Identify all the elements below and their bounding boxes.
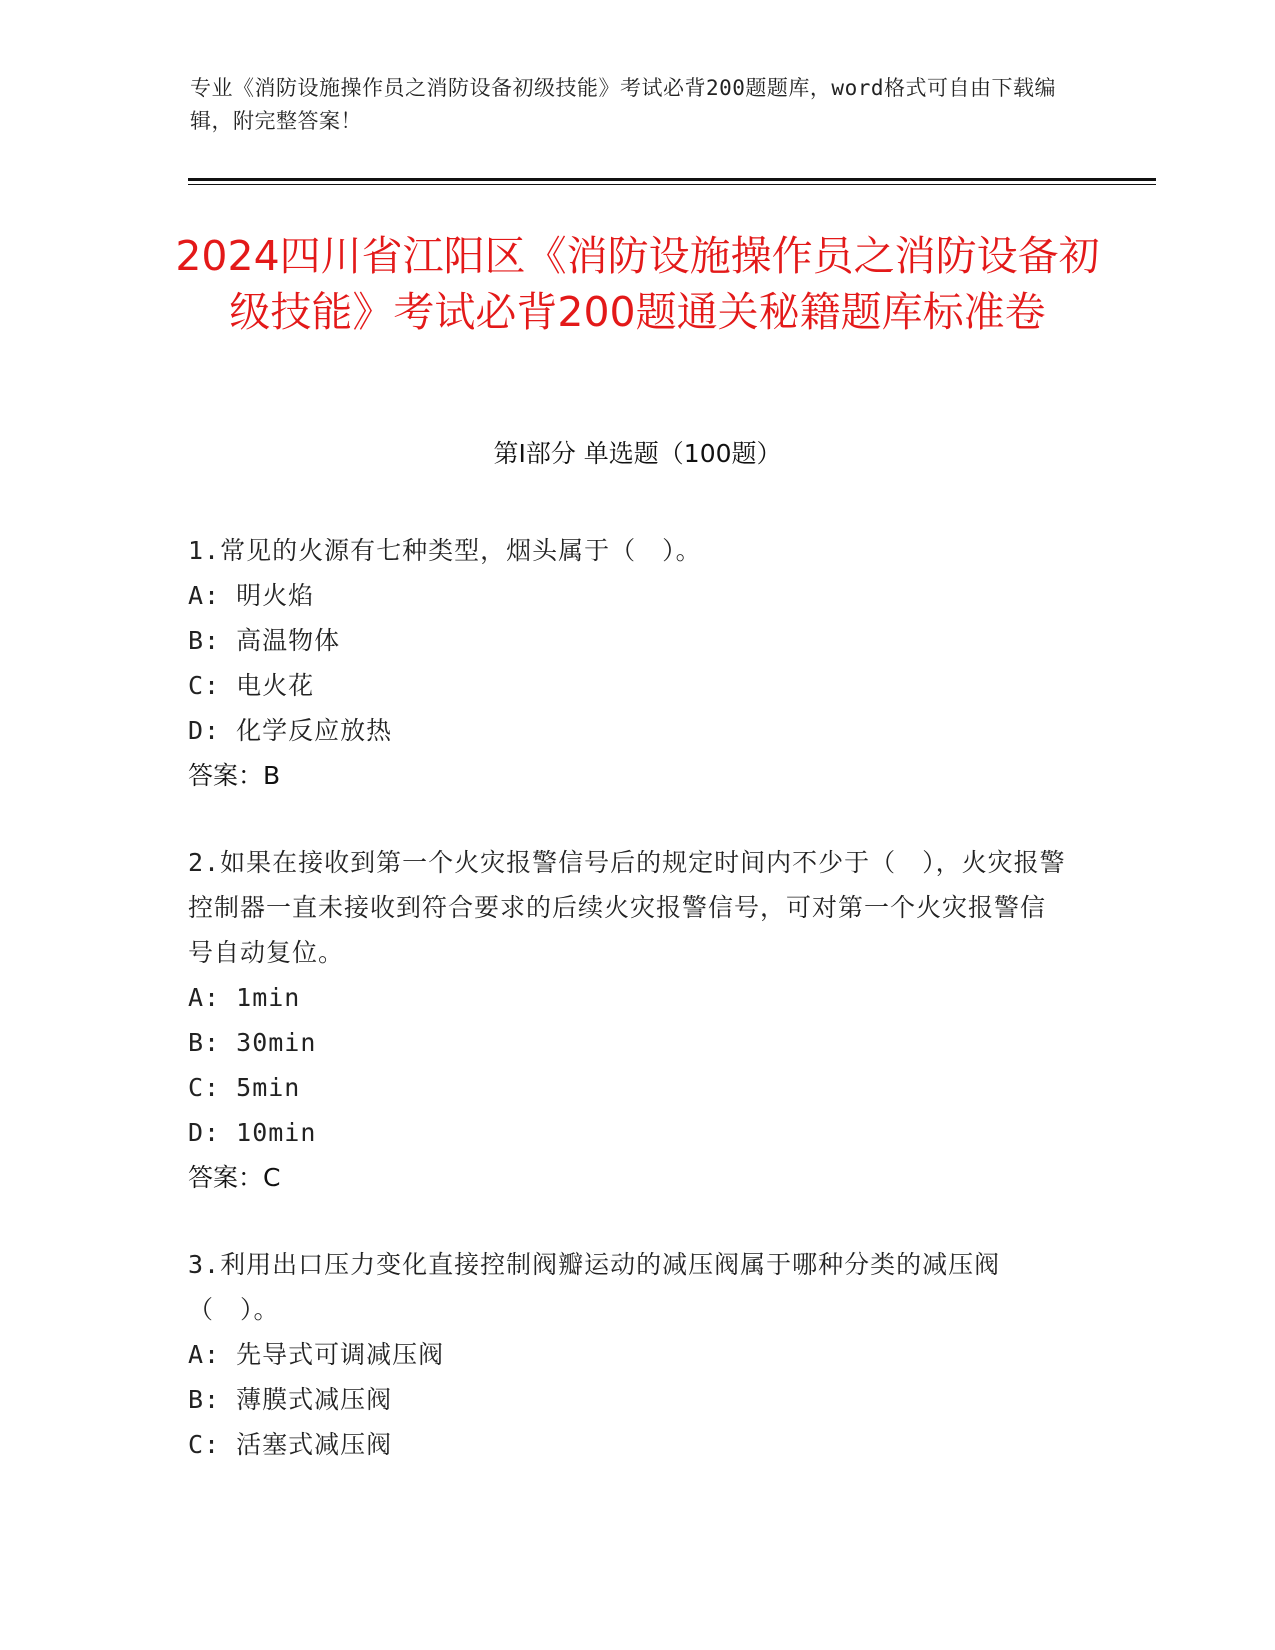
section-heading: 第Ⅰ部分 单选题（100题） (493, 439, 782, 468)
option-c: C: 5min (188, 1073, 301, 1102)
question-list (188, 528, 1068, 1509)
answer-label: 答案：B (188, 761, 281, 790)
question-stem: 1.常见的火源有七种类型，烟头属于（ ）。 (188, 536, 702, 565)
answer-label: 答案：C (188, 1163, 281, 1192)
option-a: A: 明火焰 (188, 581, 315, 610)
option-a: A: 1min (188, 983, 301, 1012)
question-item (188, 840, 1068, 1200)
option-c: C: 电火花 (188, 671, 315, 700)
question-stem: 3.利用出口压力变化直接控制阀瓣运动的减压阀属于哪种分类的减压阀（ ）。 (188, 1250, 1001, 1324)
option-b: B: 高温物体 (188, 626, 341, 655)
document-title: 2024四川省江阳区《消防设施操作员之消防设备初级技能》考试必背200题通关秘籍题库标准卷 (175, 232, 1100, 336)
option-b: B: 薄膜式减压阀 (188, 1385, 393, 1414)
header-divider-thin (188, 184, 1156, 185)
option-d: D: 10min (188, 1118, 317, 1147)
option-c: C: 活塞式减压阀 (188, 1430, 393, 1459)
option-d: D: 化学反应放热 (188, 716, 393, 745)
header-note: 专业《消防设施操作员之消防设备初级技能》考试必背200题题库，word格式可自由下载编辑，附完整答案！ (190, 76, 1056, 133)
option-a: A: 先导式可调减压阀 (188, 1340, 445, 1369)
question-stem: 2.如果在接收到第一个火灾报警信号后的规定时间内不少于（ ），火灾报警控制器一直未接收到符合要求的后续火灾报警信号，可对第一个火灾报警信号自动复位。 (188, 848, 1066, 967)
question-item (188, 528, 1068, 798)
question-item (188, 1242, 1068, 1467)
header-divider-thick (188, 178, 1156, 181)
option-b: B: 30min (188, 1028, 317, 1057)
